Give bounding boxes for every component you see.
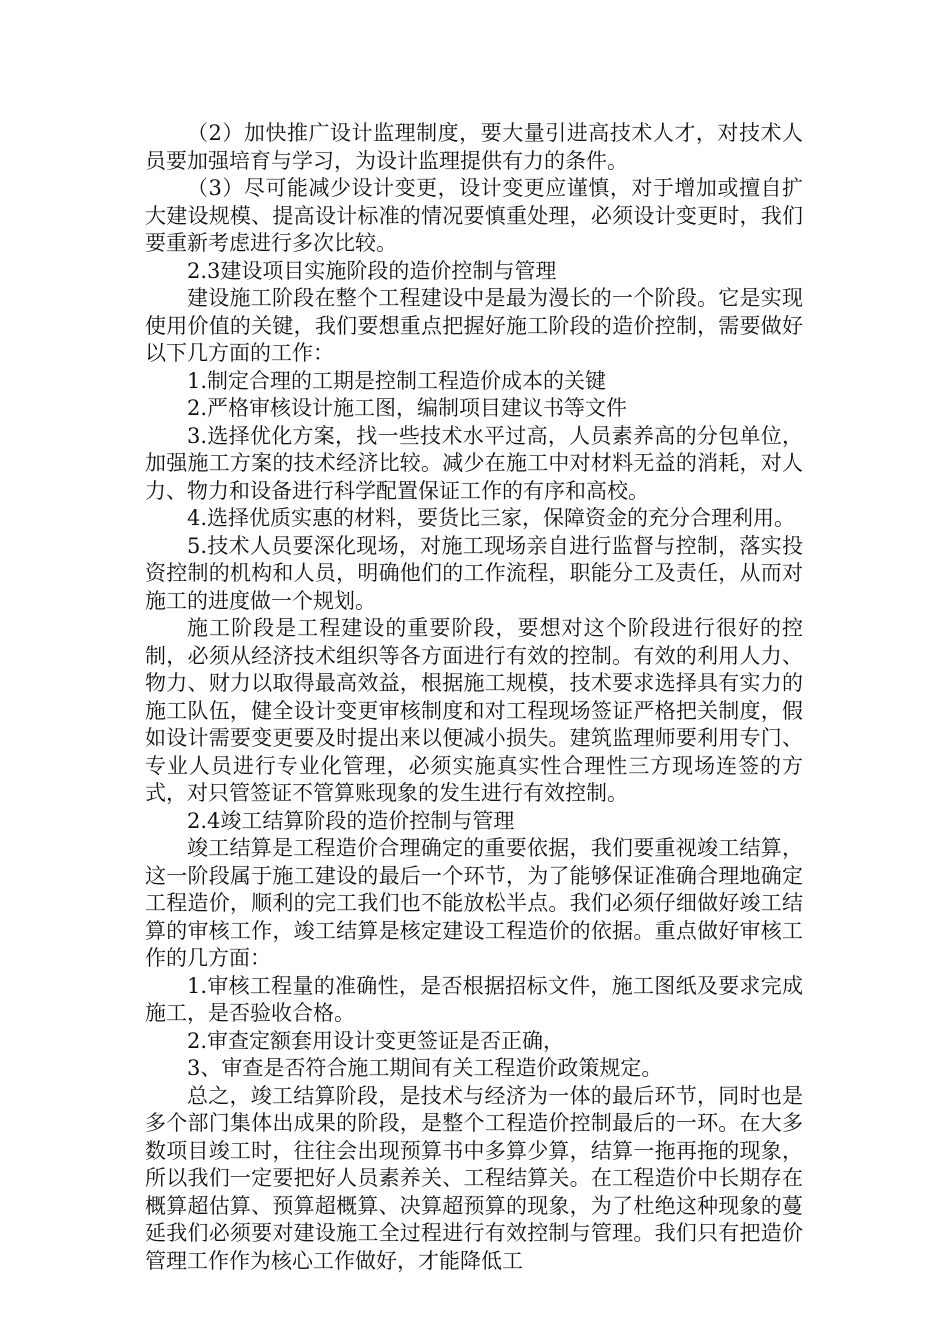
- paragraph-design-supervision: （2）加快推广设计监理制度，要大量引进高技术人才，对技术人员要加强培育与学习，为设计监理提供有力的条件。: [145, 121, 803, 173]
- list-item-3: 3.选择优化方案，找一些技术水平过高，人员素养高的分包单位，加强施工方案的技术经济比较。减少在施工中对材料无益的消耗，对人力、物力和设备进行科学配置保证工作的有序和高校。: [145, 423, 803, 503]
- audit-item-1: 1.审核工程量的准确性，是否根据招标文件，施工图纸及要求完成施工，是否验收合格。: [145, 973, 803, 1025]
- paragraph-completion-settlement: 竣工结算是工程造价合理确定的重要依据，我们要重视竣工结算，这一阶段属于施工建设的最后一个环节，为了能够保证准确合理地确定工程造价，顺利的完工我们也不能放松半点。我们必须仔细做好竣工结算的审核工作，竣工结算是核定建设工程造价的依据。重点做好审核工作的几方面：: [145, 836, 803, 970]
- list-item-1: 1.制定合理的工期是控制工程造价成本的关键: [187, 368, 607, 393]
- paragraph-conclusion: 总之，竣工结算阶段，是技术与经济为一体的最后环节，同时也是多个部门集体出成果的阶段，是整个工程造价控制最后的一环。在大多数项目竣工时，往往会出现预算书中多算少算，结算一拖再拖的现象，所以我们一定要把好人员素养关、工程结算关。在工程造价中长期存在概算超估算、预算超概算、决算超预算的现象，为了杜绝这种现象的蔓延我们必须要对建设施工全过程进行有效控制与管理。我们只有把造价管理工作作为核心工作做好，才能降低工: [145, 1083, 803, 1273]
- paragraph-reduce-design-changes: （3）尽可能减少设计变更，设计变更应谨慎，对于增加或擅自扩大建设规模、提高设计标准的情况要慎重处理，必须设计变更时，我们要重新考虑进行多次比较。: [145, 176, 803, 255]
- audit-item-3: 3、审查是否符合施工期间有关工程造价政策规定。: [187, 1056, 663, 1080]
- document-body: [145, 120, 803, 1275]
- audit-item-2: 2.审查定额套用设计变更签证是否正确，: [187, 1028, 565, 1053]
- list-item-4: 4.选择优质实惠的材料，要货比三家，保障资金的充分合理利用。: [187, 506, 796, 530]
- paragraph-construction-stage-summary: 施工阶段是工程建设的重要阶段，要想对这个阶段进行很好的控制，必须从经济技术组织等各方面进行有效的控制。有效的利用人力、物力、财力以取得最高效益，根据施工规模，技术要求选择具有实力的施工队伍，健全设计变更审核制度和对工程现场签证严格把关制度，假如设计需要变更要及时提出来以便减小损失。建筑监理师要利用专门、专业人员进行专业化管理，必须实施真实性合理性三方现场连签的方式，对只管签证不管算账现象的发生进行有效控制。: [145, 616, 803, 805]
- list-item-5: 5.技术人员要深化现场，对施工现场亲自进行监督与控制，落实投资控制的机构和人员，明确他们的工作流程，职能分工及责任，从而对施工的进度做一个规划。: [145, 533, 803, 613]
- section-heading-2-4: 2.4竣工结算阶段的造价控制与管理: [187, 808, 515, 833]
- list-item-2: 2.严格审核设计施工图，编制项目建议书等文件: [187, 396, 628, 420]
- paragraph-construction-stage-intro: 建设施工阶段在整个工程建设中是最为漫长的一个阶段。它是实现使用价值的关键，我们要想重点把握好施工阶段的造价控制，需要做好以下几方面的工作：: [145, 286, 803, 365]
- section-heading-2-3: 2.3建设项目实施阶段的造价控制与管理: [187, 258, 557, 283]
